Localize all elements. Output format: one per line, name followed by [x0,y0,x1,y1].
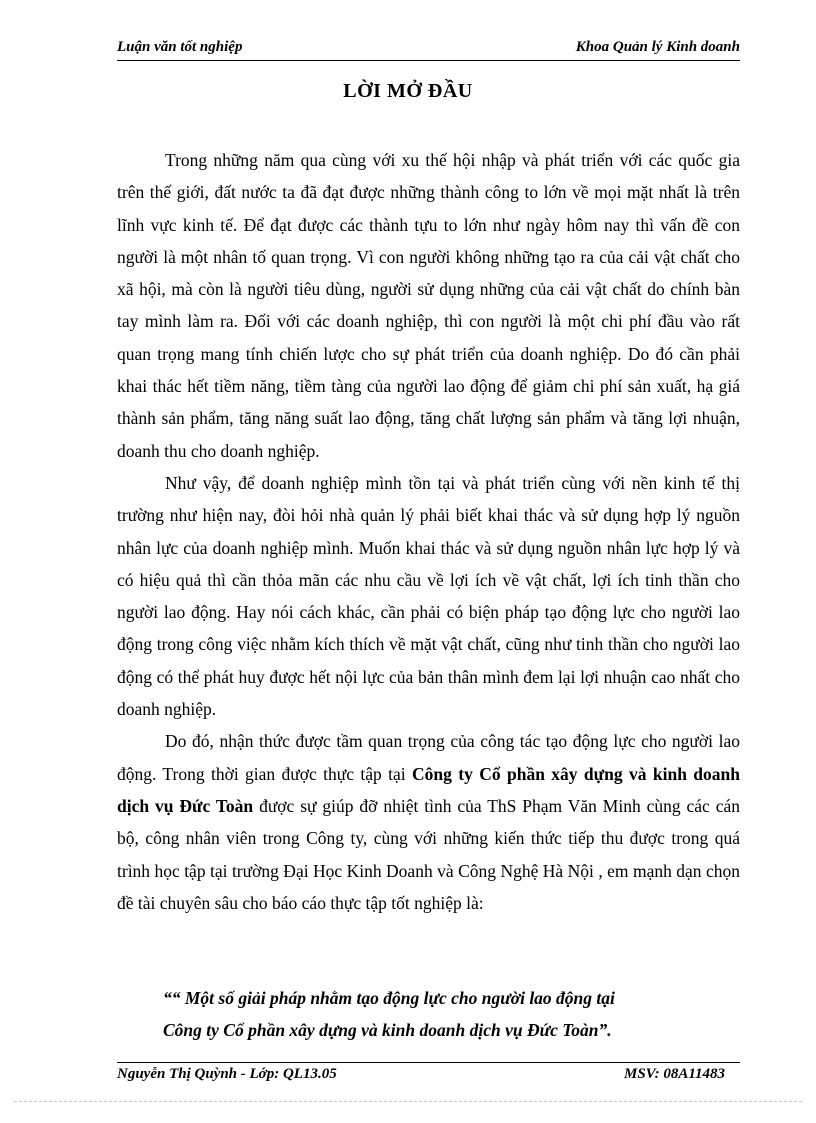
paragraph-1: Trong những năm qua cùng với xu thế hội nhập và phát triển với các quốc gia trên thế giới, đất nước ta đã đạt được những thành công to lớn về mọi mặt nhất là trên lĩnh vực kinh tế. Để đạt được các thành tựu to lớn như ngày hôm nay thì vấn đề con người là một nhân tố quan trọng. Vì con người không những tạo ra của cải vật chất cho xã hội, mà còn là người tiêu dùng, người sử dụng những của cải vật chất do chính bàn tay mình làm ra. Đối với các doanh nghiệp, thì con người là một chi phí đầu vào rất quan trọng mang tính chiến lược cho sự phát triển của doanh nghiệp. Do đó cần phải khai thác hết tiềm năng, tiềm tàng của người lao động để giảm chi phí sản xuất, hạ giá thành sản phẩm, tăng năng suất lao động, tăng chất lượng sản phẩm và tăng lợi nhuận, doanh thu cho doanh nghiệp. [117,150,740,461]
paragraph-3-rest: được sự giúp đỡ nhiệt tình của ThS Phạm Văn Minh cùng các cán bộ, công nhân viên trong Công ty, cùng với những kiến thức tiếp thu được trong quá trình học tập tại trường Đại Học Kinh Doanh và Công Nghệ Hà Nội , em mạnh dạn chọn đề tài chuyên sâu cho báo cáo thực tập tốt nghiệp là: [117,795,740,913]
footer-author: Nguyễn Thị Quỳnh - Lớp: QL13.05 [117,1066,337,1082]
page-title: LỜI MỞ ĐẦU [343,80,473,102]
thesis-topic-quote [163,982,740,1046]
page-break-line [14,1101,802,1102]
paragraph-2: Như vậy, để doanh nghiệp mình tồn tại và phát triển cùng với nền kinh tế thị trường như hiện nay, đòi hỏi nhà quản lý phải biết khai thác và sử dụng hợp lý nguồn nhân lực của doanh nghiệp mình. Muốn khai thác và sử dụng nguồn nhân lực hợp lý và có hiệu quả thì cần thỏa mãn các nhu cầu về lợi ích về vật chất, lợi ích tinh thần cho người lao động. Hay nói cách khác, cần phải có biện pháp tạo động lực cho người lao động trong công việc nhằm kích thích về mặt vật chất, cũng như tinh thần cho người lao động có thể phát huy được hết nội lực của bản thân mình đem lại lợi nhuận cao nhất cho doanh nghiệp. [117,472,740,720]
header-left-text: Luận văn tốt nghiệp [117,39,243,55]
document-body [117,144,740,919]
company-name: Công ty Cổ phần xây dựng và kinh doanh dịch vụ Đức Toàn [117,763,741,816]
quote-line-2: Công ty Cổ phần xây dựng và kinh doanh dịch vụ Đức Toàn”. [163,1020,612,1040]
paragraph-3 [117,725,740,919]
header-right-text: Khoa Quản lý Kinh doanh [575,39,740,55]
footer-divider [117,1062,740,1063]
page-header [117,38,740,61]
paragraph-3-intro: Do đó, nhận thức được tầm quan trọng của công tác tạo động lực cho người lao động. Trong thời gian được thực tập tại [117,731,740,784]
quote-line-1: ““ Một số giải pháp nhằm tạo động lực cho người lao động tại [163,988,615,1008]
page-footer [117,1066,740,1088]
footer-student-id: MSV: 08A11483 [624,1066,725,1082]
